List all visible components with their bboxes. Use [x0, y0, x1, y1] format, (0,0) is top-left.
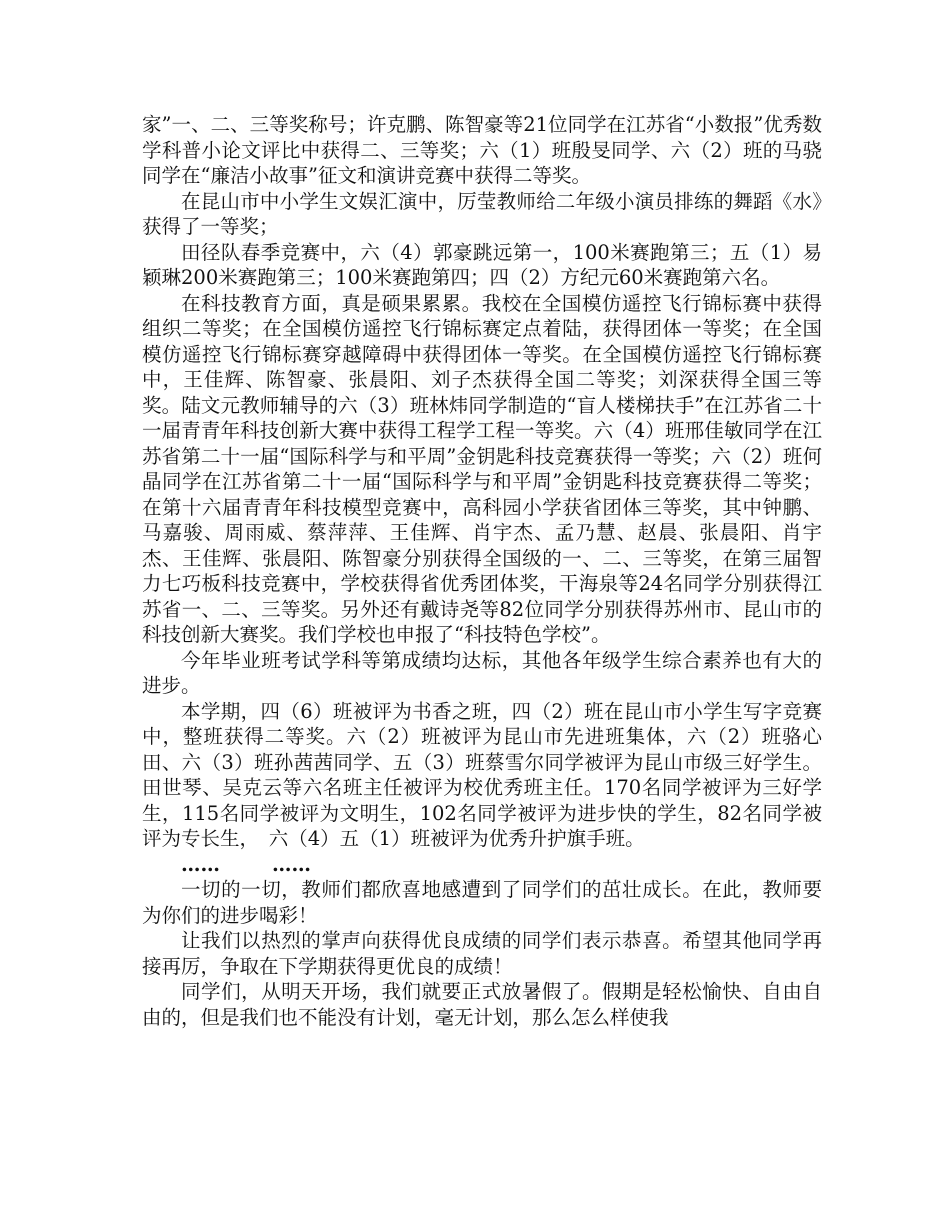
paragraph: 在科技教育方面，真是硕果累累。我校在全国模仿遥控飞行锦标赛中获得组织二等奖；在全国模仿遥控飞行锦标赛定点着陆，获得团体一等奖；在全国模仿遥控飞行锦标赛穿越障碍中获得团体一等奖。在全国模仿遥控飞行锦标赛中，王佳辉、陈智豪、张晨阳、刘子杰获得全国二等奖；刘深获得全国三等奖。陆文元教师辅导的六（3）班林炜同学制造的“盲人楼梯扶手”在江苏省二十一届青青年科技创新大赛中获得工程学工程一等奖。六（4）班邢佳敏同学在江苏省第二十一届“国际科学与和平周”金钥匙科技竞赛获得一等奖；六（2）班何晶同学在江苏省第二十一届“国际科学与和平周”金钥匙科技竞赛获得二等奖；在第十六届青青年科技模型竞赛中，高科园小学获省团体三等奖，其中钟鹏、马嘉骏、周雨威、蔡萍萍、王佳辉、肖宇杰、孟乃慧、赵晨、张晨阳、肖宇杰、王佳辉、张晨阳、陈智豪分别获得全国级的一、二、三等奖，在第三届智力七巧板科技竞赛中，学校获得省优秀团体奖，干海泉等24名同学分别获得江苏省一、二、三等奖。另外还有戴诗尧等82位同学分别获得苏州市、昆山市的科技创新大赛奖。我们学校也申报了“科技特色学校”。: [142, 291, 822, 646]
paragraph: 一切的一切，教师们都欣喜地感遭到了同学们的茁壮成长。在此，教师要为你们的进步喝彩！: [142, 878, 822, 927]
paragraph: 家”一、二、三等奖称号；许克鹏、陈智豪等21位同学在江苏省“小数报”优秀数学科普小论文评比中获得二、三等奖；六（1）班殷旻同学、六（2）班的马骁同学在“廉洁小故事”征文和演讲竞赛中获得二等奖。: [142, 113, 822, 187]
paragraph: 在昆山市中小学生文娱汇演中，厉莹教师给二年级小演员排练的舞蹈《水》获得了一等奖；: [142, 189, 822, 238]
paragraph: 本学期，四（6）班被评为书香之班，四（2）班在昆山市小学生写字竞赛中，整班获得二等奖。六（2）班被评为昆山市先进班集体，六（2）班骆心田、六（3）班孙茜茜同学、五（3）班蔡雪尔同学被评为昆山市级三好学生。田世琴、吴克云等六名班主任被评为校优秀班主任。170名同学被评为三好学生，115名同学被评为文明生，102名同学被评为进步快的学生，82名同学被评为专长生， 六（4）五（1）班被评为优秀升护旗手班。: [142, 699, 822, 850]
paragraph: 让我们以热烈的掌声向获得优良成绩的同学们表示恭喜。希望其他同学再接再厉，争取在下学期获得更优良的成绩！: [142, 929, 822, 978]
document-page: [142, 112, 822, 1030]
paragraph: 田径队春季竞赛中，六（4）郭豪跳远第一，100米赛跑第三；五（1）易颖琳200米赛跑第三；100米赛跑第四；四（2）方纪元60米赛跑第六名。: [142, 240, 822, 289]
paragraph: 同学们，从明天开场，我们就要正式放暑假了。假期是轻松愉快、自由自由的，但是我们也不能没有计划，毫无计划，那么怎么样使我: [142, 980, 822, 1029]
paragraph: 今年毕业班考试学科等第成绩均达标，其他各年级学生综合素养也有大的进步。: [142, 648, 822, 697]
ellipsis-mark: ……: [181, 852, 220, 876]
ellipsis-mark: ……: [272, 852, 311, 876]
ellipsis-line: [142, 852, 822, 878]
